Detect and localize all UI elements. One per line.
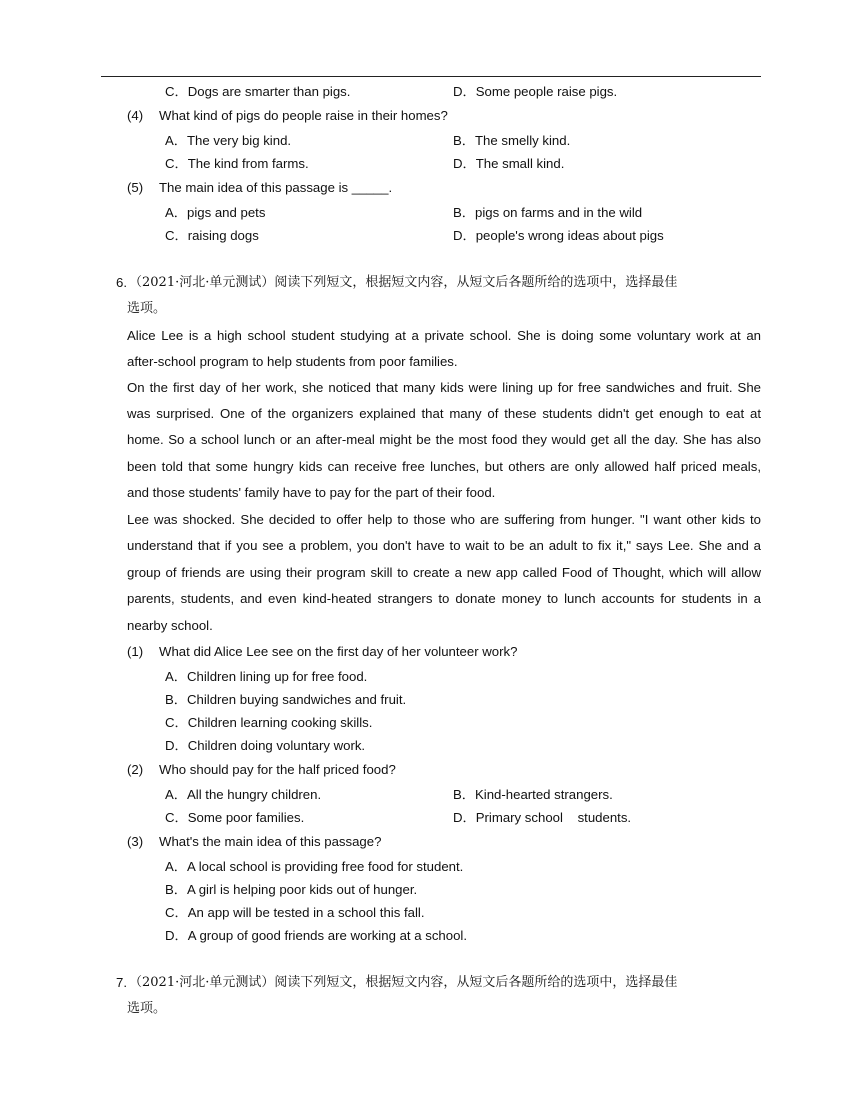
subq-number: (1) [127, 644, 144, 659]
passage-line: nearby school. [127, 618, 213, 633]
subq-number: (2) [127, 762, 144, 777]
subq-text: What's the main idea of this passage? [159, 834, 382, 849]
question-header: （2021·河北·单元测试）阅读下列短文，根据短文内容，从短文后各题所给的选项中，选择最佳 [129, 975, 678, 990]
option-a: A．A local school is providing free food for student. [165, 859, 464, 874]
subq-number: (4) [127, 108, 144, 123]
option-d: D．Primary school students. [453, 810, 632, 825]
option-c: C．An app will be tested in a school this fall. [165, 905, 425, 920]
question-number: 7. [116, 975, 127, 990]
passage-line: Alice Lee is a high school student studying at a private school. She is doing some voluntary work at an [127, 328, 761, 343]
option-a: A．All the hungry children. [165, 787, 322, 802]
subq-number: (3) [127, 834, 144, 849]
subq-text: What kind of pigs do people raise in their homes? [159, 108, 448, 123]
q5-prev-option-d: D．Some people raise pigs. [453, 84, 618, 99]
question-header: （2021·河北·单元测试）阅读下列短文，根据短文内容，从短文后各题所给的选项中，选择最佳 [129, 275, 678, 290]
q5-prev-option-c: C．Dogs are smarter than pigs. [165, 84, 351, 99]
passage-line: Lee was shocked. She decided to offer help to those who are suffering from hunger. "I want other kids to [127, 512, 761, 527]
passage-line: and those students' family have to pay for the part of their food. [127, 485, 496, 500]
option-b: B．The smelly kind. [453, 133, 571, 148]
option-d: D．people's wrong ideas about pigs [453, 228, 664, 243]
option-b: B．A girl is helping poor kids out of hunger. [165, 882, 418, 897]
subq-text: The main idea of this passage is _____. [159, 180, 393, 195]
option-b: B．Kind-hearted strangers. [453, 787, 613, 802]
question-number: 6. [116, 275, 127, 290]
option-a: A．pigs and pets [165, 205, 266, 220]
passage-line: after-school program to help students from poor families. [127, 354, 458, 369]
option-d: D．Children doing voluntary work. [165, 738, 366, 753]
option-c: C．The kind from farms. [165, 156, 309, 171]
header-rule [101, 76, 761, 77]
passage-line: parents, students, and even kind-heated strangers to donate money to lunch accounts for students in a [127, 591, 761, 606]
passage-line: understand that if you see a problem, you don't have to wait to be an adult to fix it," says Lee. She and a [127, 538, 761, 553]
passage-line: was surprised. One of the organizers explained that many of these students didn't get enough to eat at [127, 406, 761, 421]
option-b: B．Children buying sandwiches and fruit. [165, 692, 407, 707]
passage-line: home. So a school lunch or an after-meal might be the most food they would get all the day. She has also [127, 432, 761, 447]
option-d: D．A group of good friends are working at a school. [165, 928, 468, 943]
passage-line: been told that some hungry kids can receive free lunches, but others are only allowed half priced meals, [127, 459, 761, 474]
question-header-cont: 选项。 [127, 301, 167, 316]
option-c: C．Children learning cooking skills. [165, 715, 373, 730]
question-header-cont: 选项。 [127, 1001, 167, 1016]
passage-line: On the first day of her work, she noticed that many kids were lining up for free sandwiches and fruit. She [127, 380, 761, 395]
subq-text: What did Alice Lee see on the first day of her volunteer work? [159, 644, 518, 659]
option-c: C．Some poor families. [165, 810, 305, 825]
subq-number: (5) [127, 180, 144, 195]
option-c: C．raising dogs [165, 228, 259, 243]
passage-line: group of friends are using their program skill to create a new app called Food of Thought, which will allow [127, 565, 761, 580]
option-b: B．pigs on farms and in the wild [453, 205, 643, 220]
option-d: D．The small kind. [453, 156, 565, 171]
subq-text: Who should pay for the half priced food? [159, 762, 396, 777]
option-a: A．Children lining up for free food. [165, 669, 368, 684]
option-a: A．The very big kind. [165, 133, 292, 148]
